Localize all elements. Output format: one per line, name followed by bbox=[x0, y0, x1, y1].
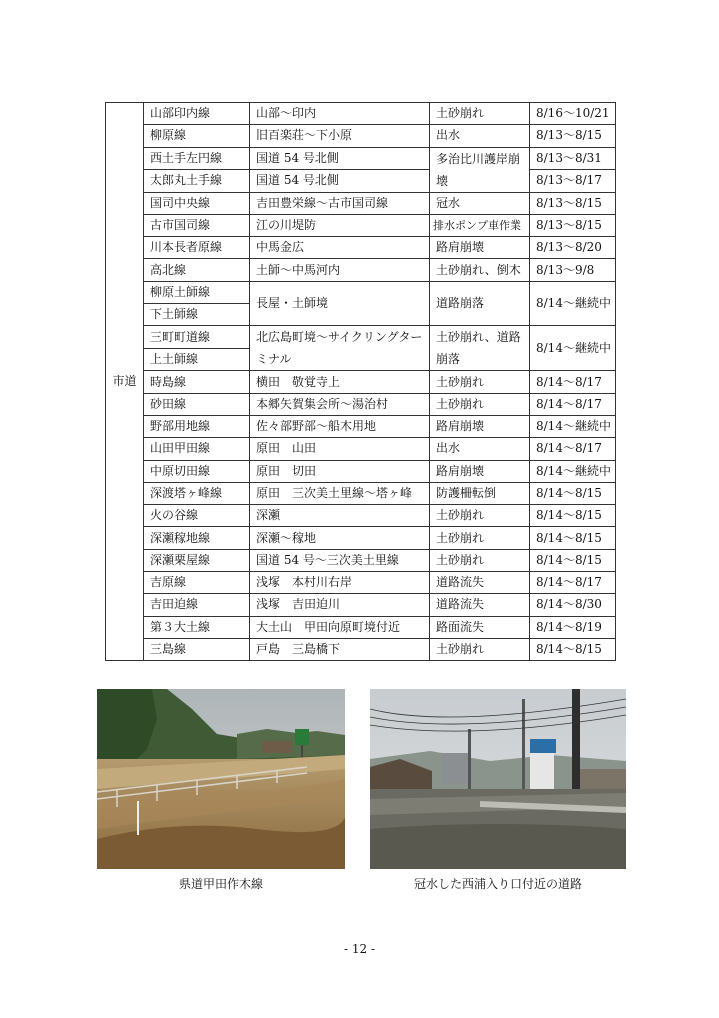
closure-period: 8/14～8/15 bbox=[530, 638, 616, 660]
table-row bbox=[106, 393, 616, 415]
table-row bbox=[106, 594, 616, 616]
road-section: 本郷矢賀集会所～湯治村 bbox=[250, 393, 430, 415]
damage-type: 多治比川護岸崩壊 bbox=[430, 147, 530, 192]
road-name: 吉田迫線 bbox=[144, 594, 250, 616]
road-section: 戸島 三島橋下 bbox=[250, 638, 430, 660]
closure-period: 8/14～8/15 bbox=[530, 505, 616, 527]
table-row bbox=[106, 527, 616, 549]
road-section: 原田 山田 bbox=[250, 438, 430, 460]
table-row bbox=[106, 438, 616, 460]
photo-caption-2: 冠水した西浦入り口付近の道路 bbox=[413, 877, 582, 891]
road-name: 柳原線 bbox=[144, 125, 250, 147]
closure-period: 8/14～8/15 bbox=[530, 527, 616, 549]
closure-period: 8/16～10/21 bbox=[530, 103, 616, 125]
table-row bbox=[106, 460, 616, 482]
table-row bbox=[106, 214, 616, 236]
closure-period: 8/14～8/17 bbox=[530, 572, 616, 594]
closure-period: 8/14～継続中 bbox=[530, 460, 616, 482]
damage-type: 路肩崩壊 bbox=[430, 460, 530, 482]
flooded-street-photo bbox=[370, 689, 626, 869]
road-section: 浅塚 吉田迫川 bbox=[250, 594, 430, 616]
road-section: 吉田豊栄線～古市国司線 bbox=[250, 192, 430, 214]
road-section: 北広島町境～サイクリングターミナル bbox=[250, 326, 430, 371]
closure-period: 8/13～8/20 bbox=[530, 237, 616, 259]
damage-type: 冠水 bbox=[430, 192, 530, 214]
road-name: 山部印内線 bbox=[144, 103, 250, 125]
table-row bbox=[106, 616, 616, 638]
road-name: 西土手左円線 bbox=[144, 147, 250, 170]
road-section: 土師～中馬河内 bbox=[250, 259, 430, 281]
table-row bbox=[106, 192, 616, 214]
table-row bbox=[106, 103, 616, 125]
closure-period: 8/14～8/15 bbox=[530, 549, 616, 571]
table-row bbox=[106, 638, 616, 660]
road-name: 三町町道線 bbox=[144, 326, 250, 349]
table-row bbox=[106, 482, 616, 504]
closure-period: 8/14～8/17 bbox=[530, 371, 616, 393]
road-name: 深瀬栗屋線 bbox=[144, 549, 250, 571]
closure-period: 8/14～継続中 bbox=[530, 326, 616, 371]
road-section: 国道 54 号北側 bbox=[250, 147, 430, 170]
table-row bbox=[106, 125, 616, 147]
closure-period: 8/13～8/15 bbox=[530, 192, 616, 214]
road-name: 中原切田線 bbox=[144, 460, 250, 482]
road-section: 中馬金広 bbox=[250, 237, 430, 259]
damage-type: 防護柵転倒 bbox=[430, 482, 530, 504]
damage-type: 出水 bbox=[430, 438, 530, 460]
road-name: 上土師線 bbox=[144, 348, 250, 371]
damage-type: 路肩崩壊 bbox=[430, 415, 530, 437]
closure-period: 8/14～継続中 bbox=[530, 415, 616, 437]
table-row bbox=[106, 371, 616, 393]
road-section: 深瀬 bbox=[250, 505, 430, 527]
table-row bbox=[106, 281, 616, 303]
closure-period: 8/14～継続中 bbox=[530, 281, 616, 326]
closure-period: 8/13～8/17 bbox=[530, 170, 616, 193]
damage-type: 出水 bbox=[430, 125, 530, 147]
road-section: 大土山 甲田向原町境付近 bbox=[250, 616, 430, 638]
damage-type: 道路流失 bbox=[430, 594, 530, 616]
table-row bbox=[106, 326, 616, 349]
road-name: 砂田線 bbox=[144, 393, 250, 415]
closure-period: 8/13～8/15 bbox=[530, 125, 616, 147]
damage-type: 土砂崩れ bbox=[430, 371, 530, 393]
closure-period: 8/14～8/17 bbox=[530, 438, 616, 460]
road-name: 火の谷線 bbox=[144, 505, 250, 527]
road-section: 江の川堤防 bbox=[250, 214, 430, 236]
damage-type: 土砂崩れ、道路崩落 bbox=[430, 326, 530, 371]
damage-type: 道路崩落 bbox=[430, 281, 530, 326]
road-section: 深瀬～稼地 bbox=[250, 527, 430, 549]
damage-type: 土砂崩れ bbox=[430, 505, 530, 527]
closure-period: 8/13～8/15 bbox=[530, 214, 616, 236]
closure-period: 8/13～9/8 bbox=[530, 259, 616, 281]
closure-period: 8/13～8/31 bbox=[530, 147, 616, 170]
road-name: 高北線 bbox=[144, 259, 250, 281]
road-name: 野部用地線 bbox=[144, 415, 250, 437]
damage-type: 路面流失 bbox=[430, 616, 530, 638]
table-row bbox=[106, 259, 616, 281]
page-number: - 12 - bbox=[343, 942, 375, 956]
closure-period: 8/14～8/17 bbox=[530, 393, 616, 415]
road-name: 太郎丸土手線 bbox=[144, 170, 250, 193]
road-name: 吉原線 bbox=[144, 572, 250, 594]
road-name: 国司中央線 bbox=[144, 192, 250, 214]
flooded-road-photo bbox=[97, 689, 345, 869]
road-section: 長屋・土師境 bbox=[250, 281, 430, 326]
damage-type: 排水ポンプ車作業 bbox=[430, 214, 530, 236]
road-section: 佐々部野部～船木用地 bbox=[250, 415, 430, 437]
table-row bbox=[106, 415, 616, 437]
road-name: 第３大土線 bbox=[144, 616, 250, 638]
road-name: 川本長者原線 bbox=[144, 237, 250, 259]
road-name: 山田甲田線 bbox=[144, 438, 250, 460]
road-name: 柳原土師線 bbox=[144, 281, 250, 303]
road-section: 原田 切田 bbox=[250, 460, 430, 482]
category-cell: 市道 bbox=[106, 103, 144, 661]
damage-type: 土砂崩れ bbox=[430, 103, 530, 125]
road-name: 深瀬稼地線 bbox=[144, 527, 250, 549]
road-section: 横田 敬覚寺上 bbox=[250, 371, 430, 393]
road-section: 旧百楽荘～下小原 bbox=[250, 125, 430, 147]
road-name: 深渡塔ヶ峰線 bbox=[144, 482, 250, 504]
table-row bbox=[106, 237, 616, 259]
damage-type: 路肩崩壊 bbox=[430, 237, 530, 259]
damage-type: 土砂崩れ bbox=[430, 549, 530, 571]
closure-period: 8/14～8/30 bbox=[530, 594, 616, 616]
road-section: 原田 三次美土里線～塔ヶ峰 bbox=[250, 482, 430, 504]
table-row bbox=[106, 170, 616, 193]
table-row bbox=[106, 505, 616, 527]
damage-type: 土砂崩れ bbox=[430, 393, 530, 415]
road-name: 三島線 bbox=[144, 638, 250, 660]
closure-period: 8/14～8/15 bbox=[530, 482, 616, 504]
road-section: 国道 54 号～三次美土里線 bbox=[250, 549, 430, 571]
damage-type: 土砂崩れ、倒木 bbox=[430, 259, 530, 281]
table-row bbox=[106, 572, 616, 594]
road-damage-table bbox=[105, 102, 616, 661]
closure-period: 8/14～8/19 bbox=[530, 616, 616, 638]
road-name: 時島線 bbox=[144, 371, 250, 393]
road-name: 古市国司線 bbox=[144, 214, 250, 236]
damage-type: 道路流失 bbox=[430, 572, 530, 594]
photo-caption-1: 県道甲田作木線 bbox=[178, 877, 263, 891]
road-section: 国道 54 号北側 bbox=[250, 170, 430, 193]
road-section: 山部～印内 bbox=[250, 103, 430, 125]
table-row bbox=[106, 549, 616, 571]
road-section: 浅塚 本村川右岸 bbox=[250, 572, 430, 594]
damage-type: 土砂崩れ bbox=[430, 638, 530, 660]
road-name: 下土師線 bbox=[144, 304, 250, 326]
damage-type: 土砂崩れ bbox=[430, 527, 530, 549]
table-row bbox=[106, 147, 616, 170]
